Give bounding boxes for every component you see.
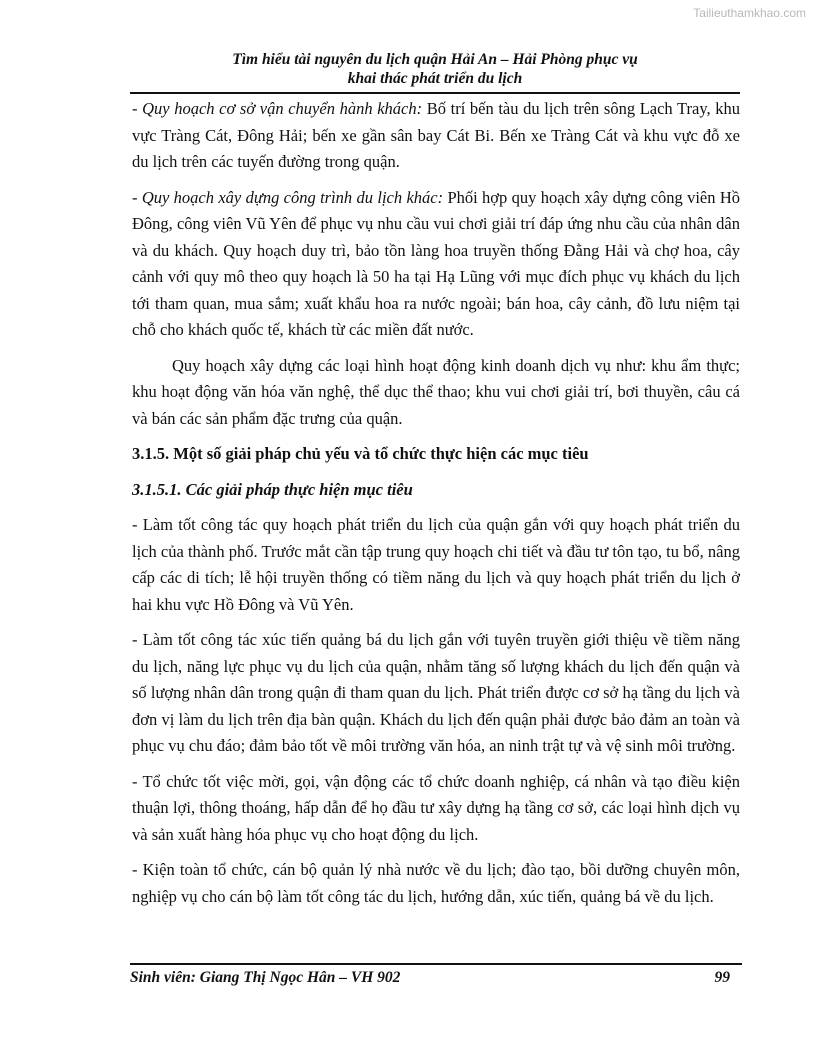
- page-number: 99: [714, 969, 730, 986]
- page-header: [130, 50, 740, 88]
- solution-item: - Làm tốt công tác xúc tiến quảng bá du lịch gắn với tuyên truyền giới thiệu về tiềm năng du lịch, năng lực phục vụ du lịch của quận, nhằm tăng số lượng khách du lịch đến quận và số lượng nhân dân trong quận đi tham quan du lịch. Phát triển được cơ sở hạ tầng du lịch và đơn vị làm du lịch trên địa bàn quận. Khách du lịch đến quận phải được bảo đảm an toàn và phục vụ chu đáo; đảm bảo tốt về môi trường văn hóa, an ninh trật tự và vệ sinh môi trường.: [132, 630, 740, 755]
- paragraph-text: Phối hợp quy hoạch xây dựng công viên Hồ Đông, công viên Vũ Yên để phục vụ nhu cầu vui chơi giải trí đáp ứng nhu cầu của nhân dân và du khách. Quy hoạch duy trì, bảo tồn làng hoa truyền thống Đằng Hải và chợ hoa, cây cảnh với quy mô theo quy hoạch là 50 ha tại Hạ Lũng với mục đích phục vụ khách du lịch tới tham quan, mua sắm; xuất khẩu hoa ra nước ngoài; bán hoa, cây cảnh, đồ lưu niệm tại chỗ cho khách quốc tế, khách từ các miền đất nước.: [132, 187, 740, 339]
- paragraph-text: Bố trí bến tàu du lịch trên sông Lạch Tray, khu vực Tràng Cát, Đông Hải; bến xe gần sân bay Cát Bi. Bến xe Tràng Cát và khu vực đỗ xe du lịch trên các tuyến đường trong quận.: [132, 99, 740, 171]
- footer-student: Sinh viên: Giang Thị Ngọc Hân – VH 902: [130, 969, 401, 986]
- solution-item: - Tổ chức tốt việc mời, gọi, vận động các tổ chức doanh nghiệp, cá nhân và tạo điều kiện thuận lợi, thông thoáng, hấp dẫn để họ đầu tư xây dựng hạ tầng cơ sở, các loại hình dịch vụ và sản xuất hàng hóa phục vụ cho hoạt động du lịch.: [132, 771, 740, 844]
- paragraph-other-works-planning: [132, 185, 740, 344]
- solution-item: - Làm tốt công tác quy hoạch phát triển du lịch của quận gắn với quy hoạch phát triển du lịch của thành phố. Trước mắt cần tập trung quy hoạch chi tiết và đầu tư tôn tạo, tu bổ, nâng cấp các di tích; lễ hội truyền thống có tiềm năng du lịch và quy hoạch phát triển du lịch ở hai khu vực Hồ Đông và Vũ Yên.: [132, 515, 740, 614]
- page-body: [132, 96, 740, 919]
- subsection-heading: 3.1.5.1. Các giải pháp thực hiện mục tiêu: [132, 479, 413, 499]
- paragraph-lead: - Quy hoạch cơ sở vận chuyển hành khách:: [132, 99, 423, 118]
- solution-item: - Kiện toàn tổ chức, cán bộ quản lý nhà nước về du lịch; đào tạo, bồi dưỡng chuyên môn, nghiệp vụ cho cán bộ làm tốt công tác du lịch, hướng dẫn, xúc tiến, quảng bá về du lịch.: [132, 860, 740, 906]
- header-line-1: Tìm hiểu tài nguyên du lịch quận Hải An – Hải Phòng phục vụ: [232, 51, 638, 68]
- watermark: Tailieuthamkhao.com: [693, 6, 806, 20]
- paragraph-lead: - Quy hoạch xây dựng công trình du lịch khác:: [132, 187, 444, 207]
- header-divider: [130, 92, 740, 94]
- paragraph-transport-planning: [132, 96, 740, 176]
- header-line-2: khai thác phát triển du lịch: [347, 70, 523, 87]
- paragraph-service-planning: Quy hoạch xây dựng các loại hình hoạt động kinh doanh dịch vụ như: khu ẩm thực; khu hoạt động văn hóa văn nghệ, thể dục thể thao; khu vui chơi giải trí, bơi thuyền, câu cá và bán các sản phẩm đặc trưng của quận.: [132, 355, 740, 428]
- footer-divider: [130, 963, 742, 965]
- section-heading: 3.1.5. Một số giải pháp chủ yếu và tổ chức thực hiện các mục tiêu: [132, 444, 589, 463]
